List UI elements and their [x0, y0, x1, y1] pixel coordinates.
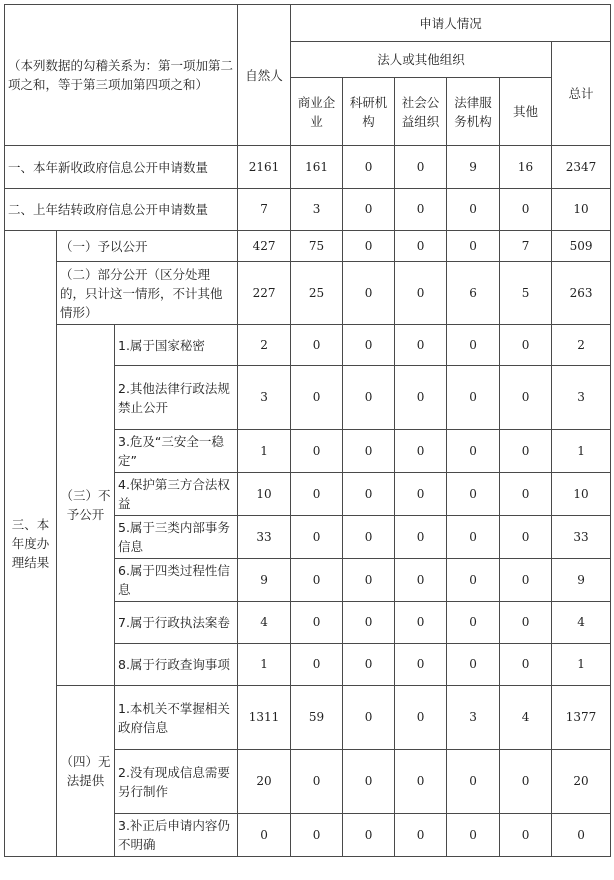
cell-value: 5	[500, 262, 552, 325]
cell-value: 0	[500, 602, 552, 644]
cell-value: 0	[395, 602, 447, 644]
cell-value: 0	[395, 366, 447, 430]
cell-value: 1	[238, 430, 291, 473]
cell-value: 33	[238, 516, 291, 559]
cell-value: 2347	[552, 146, 611, 189]
cell-value: 0	[500, 814, 552, 857]
table-row	[5, 189, 611, 231]
header-total: 总计	[552, 42, 611, 146]
header-legal-service: 法律服务机构	[447, 78, 500, 146]
cell-value: 0	[447, 189, 500, 231]
cell-value: 0	[395, 146, 447, 189]
cell-value: 0	[447, 750, 500, 814]
row-label: 8.属于行政查询事项	[115, 644, 238, 686]
cell-value: 0	[447, 644, 500, 686]
cell-value: 0	[343, 146, 395, 189]
cell-value: 10	[552, 189, 611, 231]
cell-value: 0	[343, 430, 395, 473]
cell-value: 0	[395, 750, 447, 814]
cell-value: 9	[238, 559, 291, 602]
cell-value: 0	[500, 516, 552, 559]
cell-value: 0	[447, 231, 500, 262]
cell-value: 0	[447, 366, 500, 430]
cell-value: 0	[343, 262, 395, 325]
cell-value: 0	[395, 559, 447, 602]
cell-value: 0	[395, 644, 447, 686]
table-row	[5, 325, 611, 366]
row-label: 1.属于国家秘密	[115, 325, 238, 366]
cell-value: 0	[395, 325, 447, 366]
cell-value: 7	[500, 231, 552, 262]
cell-value: 2	[552, 325, 611, 366]
cell-value: 0	[395, 814, 447, 857]
cell-value: 0	[395, 430, 447, 473]
cell-value: 2161	[238, 146, 291, 189]
header-natural-person: 自然人	[238, 5, 291, 146]
disclosure-statistics-table	[4, 4, 611, 857]
cell-value: 2	[238, 325, 291, 366]
cell-value: 0	[291, 814, 343, 857]
row-label: 3.补正后申请内容仍不明确	[115, 814, 238, 857]
cell-value: 0	[291, 750, 343, 814]
row-label: 一、本年新收政府信息公开申请数量	[5, 146, 238, 189]
cell-value: 0	[395, 473, 447, 516]
cell-value: 263	[552, 262, 611, 325]
cell-value: 33	[552, 516, 611, 559]
row-label: 4.保护第三方合法权益	[115, 473, 238, 516]
cell-value: 0	[395, 262, 447, 325]
cell-value: 227	[238, 262, 291, 325]
cell-value: 0	[291, 644, 343, 686]
table-note: （本列数据的勾稽关系为：第一项加第二项之和，等于第三项加第四项之和）	[5, 5, 238, 146]
cell-value: 0	[343, 644, 395, 686]
header-legal-group: 法人或其他组织	[291, 42, 552, 78]
cell-value: 6	[447, 262, 500, 325]
cell-value: 0	[500, 430, 552, 473]
cell-value: 0	[500, 473, 552, 516]
cell-value: 0	[447, 559, 500, 602]
table-row	[5, 686, 611, 750]
cell-value: 0	[395, 189, 447, 231]
cell-value: 4	[552, 602, 611, 644]
cell-value: 10	[238, 473, 291, 516]
cell-value: 0	[291, 430, 343, 473]
cell-value: 0	[447, 325, 500, 366]
cell-value: 10	[552, 473, 611, 516]
table-row	[5, 231, 611, 262]
row-label: 5.属于三类内部事务信息	[115, 516, 238, 559]
cell-value: 0	[291, 516, 343, 559]
cell-value: 0	[291, 602, 343, 644]
cell-value: 0	[343, 559, 395, 602]
cell-value: 0	[447, 516, 500, 559]
cell-value: 4	[238, 602, 291, 644]
cell-value: 0	[343, 516, 395, 559]
cell-value: 1	[552, 644, 611, 686]
cell-value: 0	[500, 366, 552, 430]
row-label: （一）予以公开	[57, 231, 238, 262]
cell-value: 1377	[552, 686, 611, 750]
cell-value: 75	[291, 231, 343, 262]
group-3-label: （三）不予公开	[57, 325, 115, 686]
cell-value: 0	[447, 430, 500, 473]
cell-value: 1	[238, 644, 291, 686]
row-label: 6.属于四类过程性信息	[115, 559, 238, 602]
table-row	[5, 146, 611, 189]
row-label: 1.本机关不掌握相关政府信息	[115, 686, 238, 750]
cell-value: 25	[291, 262, 343, 325]
cell-value: 0	[291, 473, 343, 516]
group-4-label: （四）无法提供	[57, 686, 115, 857]
cell-value: 0	[291, 559, 343, 602]
cell-value: 9	[447, 146, 500, 189]
row-label: 2.没有现成信息需要另行制作	[115, 750, 238, 814]
cell-value: 0	[447, 602, 500, 644]
cell-value: 3	[291, 189, 343, 231]
section-3-label: 三、本年度办理结果	[5, 231, 57, 857]
cell-value: 0	[343, 325, 395, 366]
row-label: （二）部分公开（区分处理的，只计这一情形，不计其他情形）	[57, 262, 238, 325]
cell-value: 59	[291, 686, 343, 750]
cell-value: 0	[500, 750, 552, 814]
header-social-welfare: 社会公益组织	[395, 78, 447, 146]
cell-value: 0	[291, 325, 343, 366]
row-label: 7.属于行政执法案卷	[115, 602, 238, 644]
header-other: 其他	[500, 78, 552, 146]
cell-value: 161	[291, 146, 343, 189]
cell-value: 0	[395, 516, 447, 559]
cell-value: 0	[291, 366, 343, 430]
cell-value: 0	[343, 189, 395, 231]
cell-value: 1311	[238, 686, 291, 750]
cell-value: 0	[395, 686, 447, 750]
cell-value: 427	[238, 231, 291, 262]
cell-value: 0	[552, 814, 611, 857]
cell-value: 3	[552, 366, 611, 430]
cell-value: 0	[447, 473, 500, 516]
table-row	[5, 262, 611, 325]
row-label: 2.其他法律行政法规禁止公开	[115, 366, 238, 430]
cell-value: 3	[238, 366, 291, 430]
cell-value: 0	[238, 814, 291, 857]
header-research: 科研机构	[343, 78, 395, 146]
cell-value: 7	[238, 189, 291, 231]
cell-value: 0	[395, 231, 447, 262]
header-applicant: 申请人情况	[291, 5, 611, 42]
cell-value: 0	[343, 750, 395, 814]
cell-value: 0	[447, 814, 500, 857]
cell-value: 0	[343, 366, 395, 430]
header-commercial: 商业企业	[291, 78, 343, 146]
cell-value: 0	[343, 814, 395, 857]
cell-value: 9	[552, 559, 611, 602]
cell-value: 0	[500, 559, 552, 602]
cell-value: 0	[500, 189, 552, 231]
cell-value: 3	[447, 686, 500, 750]
cell-value: 0	[343, 686, 395, 750]
cell-value: 0	[343, 473, 395, 516]
cell-value: 0	[500, 325, 552, 366]
row-label: 3.危及“三安全一稳定”	[115, 430, 238, 473]
cell-value: 4	[500, 686, 552, 750]
row-label: 二、上年结转政府信息公开申请数量	[5, 189, 238, 231]
cell-value: 1	[552, 430, 611, 473]
cell-value: 16	[500, 146, 552, 189]
cell-value: 0	[343, 231, 395, 262]
cell-value: 20	[238, 750, 291, 814]
cell-value: 20	[552, 750, 611, 814]
cell-value: 0	[343, 602, 395, 644]
cell-value: 509	[552, 231, 611, 262]
cell-value: 0	[500, 644, 552, 686]
